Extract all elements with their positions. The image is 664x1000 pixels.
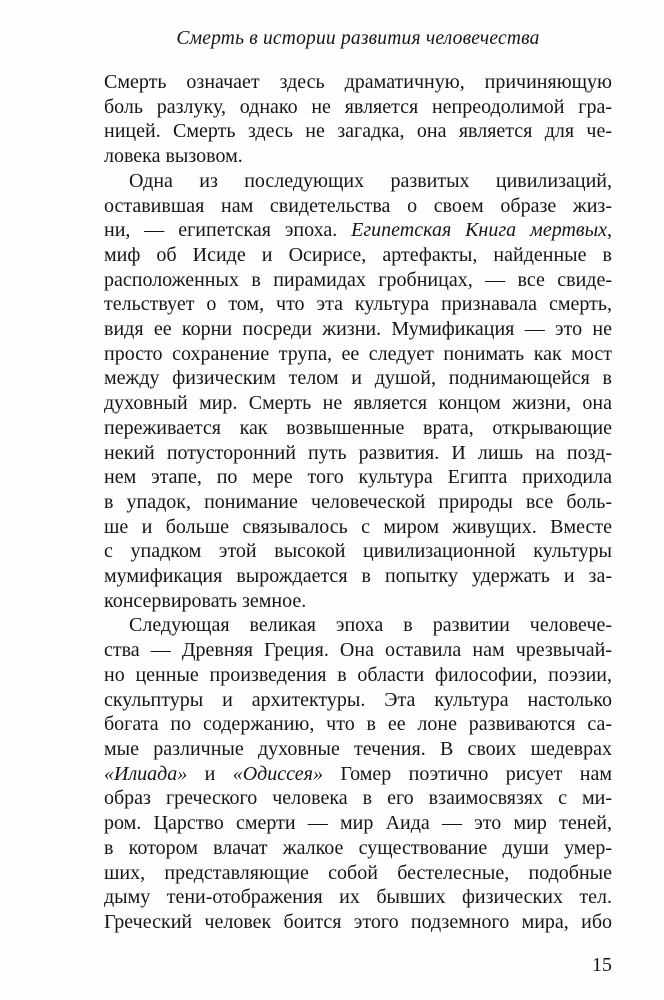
text-line: Греческий человек боится этого подземного мира, ибо <box>104 910 612 933</box>
text-line: но ценные произведения в области философии, поэзии, <box>104 663 612 686</box>
text-line: ром. Царство смерти — мир Аида — это мир теней, <box>104 812 612 835</box>
text-line: переживается как возвышенные врата, открывающие <box>104 416 612 439</box>
text-line: Следующая великая эпоха в развитии человече- <box>129 614 612 637</box>
text-line: некий потусторонний путь развития. И лишь на позд- <box>104 441 612 464</box>
text-line: образ греческого человека в его взаимосвязях с ми- <box>104 787 612 810</box>
text-line: видя ее корни посреди жизни. Мумификация — это не <box>104 318 612 341</box>
text-line: ших, представляющие собой бестелесные, подобные <box>104 861 612 884</box>
text-line: ства — Древняя Греция. Она оставила нам чрезвычай- <box>104 639 612 662</box>
text-line: духовный мир. Смерть не является концом жизни, она <box>104 392 612 415</box>
text-line: тельствует о том, что эта культура признавала смерть, <box>104 293 612 316</box>
text-line: консервировать земное. <box>104 589 307 612</box>
text-line: ни, — египетская эпоха. Египетская Книга мертвых, <box>104 219 612 242</box>
text-line: между физическим телом и душой, поднимающейся в <box>104 367 612 390</box>
text-line: мые различные духовные течения. В своих шедеврах <box>104 737 612 760</box>
text-line: нем этапе, по мере того культура Египта приходила <box>104 466 612 489</box>
text-block <box>104 70 612 935</box>
text-line: миф об Исиде и Осирисе, артефакты, найденные в <box>104 243 612 266</box>
text-line: дыму тени-отображения их бывших физических тел. <box>104 886 612 909</box>
page-number: 15 <box>592 954 612 976</box>
text-line: ницей. Смерть здесь не загадка, она является для че- <box>104 120 612 143</box>
text-line: Смерть означает здесь драматичную, причиняющую <box>104 71 612 93</box>
text-line: в котором влачат жалкое существование души умер- <box>104 836 612 859</box>
text-line: ловека вызовом. <box>104 145 243 168</box>
text-line: скульптуры и архитектуры. Эта культура настолько <box>104 688 612 711</box>
text-line: в упадок, понимание человеческой природы все боль- <box>104 490 612 513</box>
running-header: Смерть в истории развития человечества <box>176 28 540 49</box>
text-line: «Илиада» и «Одиссея» Гомер поэтично рисует нам <box>104 762 613 785</box>
text-line: мумификация вырождается в попытку удержать и за- <box>104 565 612 588</box>
text-line: Одна из последующих развитых цивилизаций, <box>129 169 612 192</box>
text-line: расположенных в пирамидах гробницах, — все свиде- <box>104 268 612 291</box>
text-line: оставившая нам свидетельства о своем образе жиз- <box>104 194 612 217</box>
text-line: просто сохранение трупа, ее следует понимать как мост <box>104 342 612 365</box>
text-line: богата по содержанию, что в ее лоне развиваются са- <box>104 713 612 736</box>
text-line: с упадком этой высокой цивилизационной культуры <box>104 540 612 563</box>
text-line: боль разлуку, однако не является непреодолимой гра- <box>104 95 612 118</box>
text-line: ше и больше связывалось с миром живущих. Вместе <box>104 515 612 538</box>
